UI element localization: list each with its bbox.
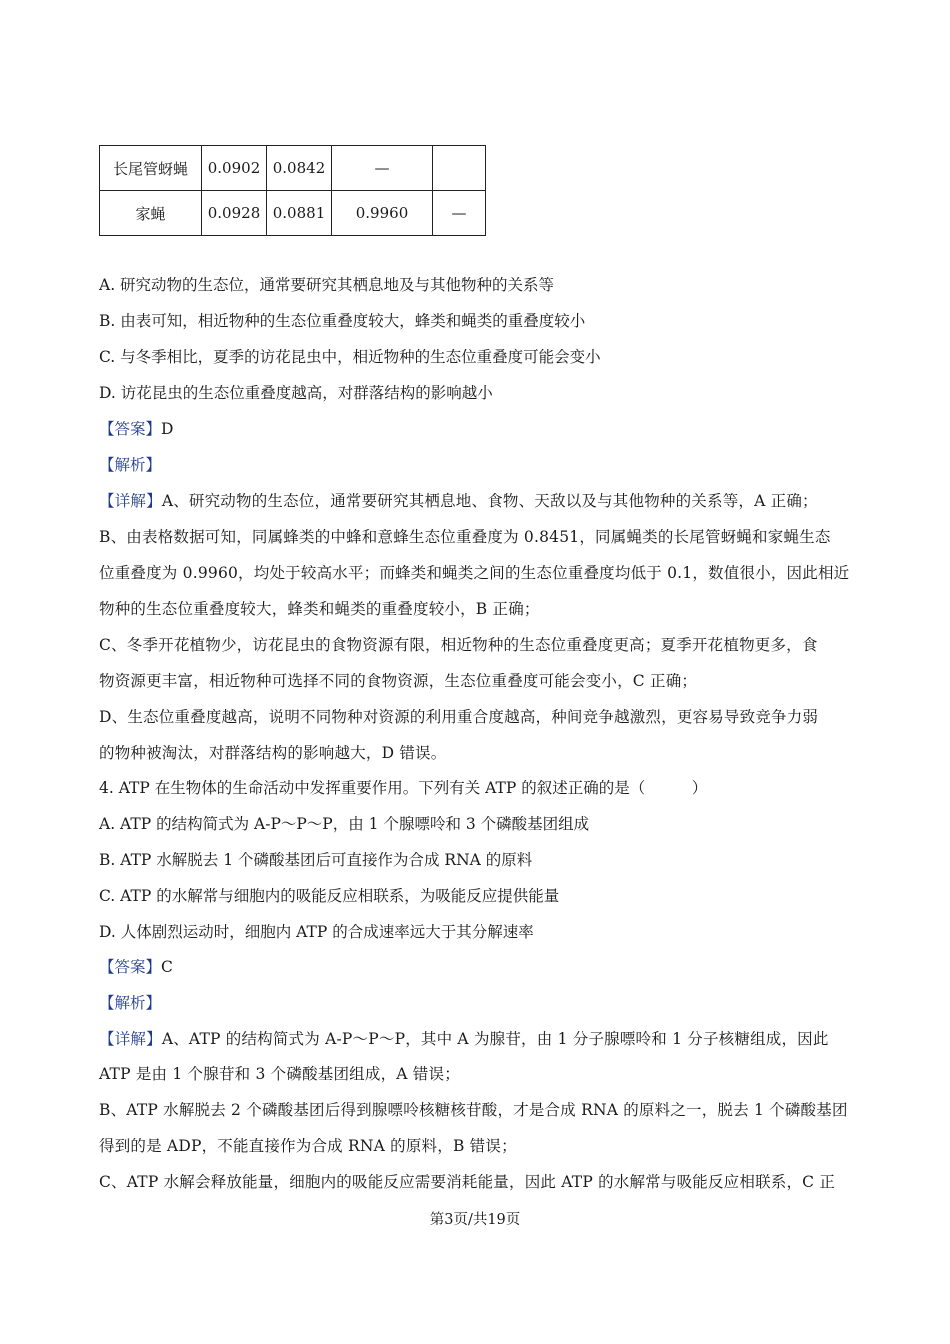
table-cell: 0.9960 bbox=[332, 191, 433, 236]
q3-option-d: D. 访花昆虫的生态位重叠度越高，对群落结构的影响越小 bbox=[99, 384, 493, 402]
table-cell: 长尾管蚜蝇 bbox=[100, 146, 202, 191]
q3-detail-line bbox=[99, 491, 818, 511]
q4-stem: 4. ATP 在生物体的生命活动中发挥重要作用。下列有关 ATP 的叙述正确的是（ ） bbox=[99, 779, 708, 797]
niche-overlap-table bbox=[99, 145, 486, 236]
q3-analysis-label: 【解析】 bbox=[99, 456, 162, 474]
q3-detail-line: 的物种被淘汰，对群落结构的影响越大，D 错误。 bbox=[99, 744, 447, 762]
q3-detail-line: D、生态位重叠度越高，说明不同物种对资源的利用重合度越高，种间竞争越激烈，更容易导致竞争力弱 bbox=[99, 708, 819, 726]
table-row bbox=[100, 146, 486, 191]
answer-label: 【答案】 bbox=[99, 420, 162, 438]
q4-detail-line bbox=[99, 1029, 829, 1049]
table-cell bbox=[433, 146, 486, 191]
table-row bbox=[100, 191, 486, 236]
page-footer: 第3页/共19页 bbox=[429, 1212, 521, 1228]
q4-option-c: C. ATP 的水解常与细胞内的吸能反应相联系，为吸能反应提供能量 bbox=[99, 887, 560, 905]
answer-value: C bbox=[161, 958, 173, 976]
detail-text: A、ATP 的结构简式为 A-P～P～P，其中 A 为腺苷，由 1 分子腺嘌呤和 1 分子核糖组成，因此 bbox=[161, 1030, 829, 1048]
q3-detail-line: 物资源更丰富，相近物种可选择不同的食物资源，生态位重叠度可能会变小，C 正确； bbox=[99, 672, 698, 690]
q4-detail-line: B、ATP 水解脱去 2 个磷酸基团后得到腺嘌呤核糖核苷酸，才是合成 RNA 的原料之一，脱去 1 个磷酸基团 bbox=[99, 1101, 848, 1119]
q3-detail-line: B、由表格数据可知，同属蜂类的中蜂和意蜂生态位重叠度为 0.8451，同属蝇类的长尾管蚜蝇和家蝇生态 bbox=[99, 528, 831, 546]
q4-detail-line: 得到的是 ADP，不能直接作为合成 RNA 的原料，B 错误； bbox=[99, 1137, 517, 1155]
q4-answer bbox=[99, 957, 173, 977]
q3-option-b: B. 由表可知，相近物种的生态位重叠度较大，蜂类和蝇类的重叠度较小 bbox=[99, 312, 586, 330]
q4-option-d: D. 人体剧烈运动时，细胞内 ATP 的合成速率远大于其分解速率 bbox=[99, 923, 534, 941]
q3-option-c: C. 与冬季相比，夏季的访花昆虫中，相近物种的生态位重叠度可能会变小 bbox=[99, 348, 601, 366]
answer-label: 【答案】 bbox=[99, 958, 162, 976]
table-cell: 0.0928 bbox=[202, 191, 267, 236]
detail-label: 【详解】 bbox=[99, 492, 162, 510]
q4-option-b: B. ATP 水解脱去 1 个磷酸基团后可直接作为合成 RNA 的原料 bbox=[99, 851, 533, 869]
detail-text: A、研究动物的生态位，通常要研究其栖息地、食物、天敌以及与其他物种的关系等，A 正确； bbox=[161, 492, 818, 510]
q4-analysis-label: 【解析】 bbox=[99, 994, 162, 1012]
table-cell: 0.0902 bbox=[202, 146, 267, 191]
table-cell: 0.0881 bbox=[267, 191, 332, 236]
q4-option-a: A. ATP 的结构简式为 A-P～P～P，由 1 个腺嘌呤和 3 个磷酸基团组成 bbox=[99, 815, 590, 833]
q3-detail-line: 物种的生态位重叠度较大，蜂类和蝇类的重叠度较小，B 正确； bbox=[99, 600, 540, 618]
q3-option-a: A. 研究动物的生态位，通常要研究其栖息地及与其他物种的关系等 bbox=[99, 276, 555, 294]
table-cell: 家蝇 bbox=[100, 191, 202, 236]
q3-detail-line: C、冬季开花植物少，访花昆虫的食物资源有限，相近物种的生态位重叠度更高；夏季开花植物更多，食 bbox=[99, 636, 818, 654]
table-cell: — bbox=[433, 191, 486, 236]
q4-detail-line: C、ATP 水解会释放能量，细胞内的吸能反应需要消耗能量，因此 ATP 的水解常与吸能反应相联系，C 正 bbox=[99, 1173, 836, 1191]
q3-detail-line: 位重叠度为 0.9960，均处于较高水平；而蜂类和蝇类之间的生态位重叠度均低于 0.1，数值很小，因此相近 bbox=[99, 564, 850, 582]
table-cell: — bbox=[332, 146, 433, 191]
q4-detail-line: ATP 是由 1 个腺苷和 3 个磷酸基团组成，A 错误； bbox=[99, 1065, 460, 1083]
answer-value: D bbox=[161, 420, 174, 438]
table-cell: 0.0842 bbox=[267, 146, 332, 191]
detail-label: 【详解】 bbox=[99, 1030, 162, 1048]
q3-answer bbox=[99, 419, 173, 439]
